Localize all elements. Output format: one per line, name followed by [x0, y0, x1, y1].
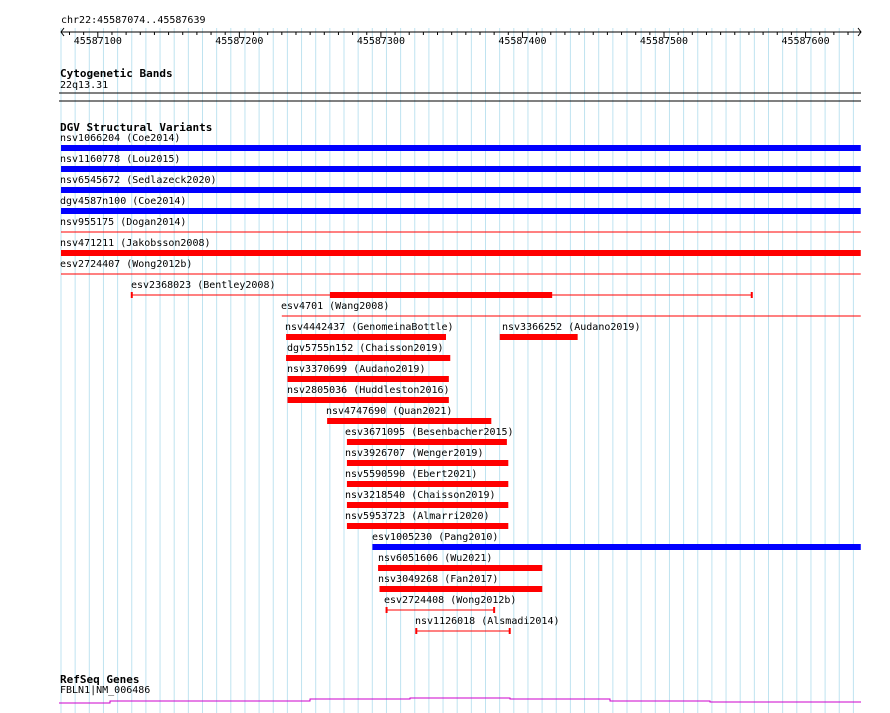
refseq-gene-label: FBLN1|NM_006486	[60, 685, 151, 696]
ruler-location: chr22:45587074..45587639	[61, 15, 206, 26]
dgv-feature-label[interactable]: nsv1066204 (Coe2014)	[60, 133, 181, 144]
ruler-tick-label: 45587500	[639, 36, 689, 47]
dgv-feature-label[interactable]: nsv5953723 (Almarri2020)	[345, 511, 490, 522]
refseq-track-title: RefSeq Genes	[60, 673, 140, 686]
dgv-feature-label[interactable]: nsv4747690 (Quan2021)	[326, 406, 453, 417]
dgv-feature-label[interactable]: dgv4587n100 (Coe2014)	[60, 196, 187, 207]
dgv-feature-label[interactable]: nsv4442437 (GenomeinaBottle)	[285, 322, 454, 333]
dgv-feature-label[interactable]: esv2368023 (Bentley2008)	[131, 280, 276, 291]
ruler-tick-label: 45587200	[215, 36, 264, 47]
dgv-track-title: DGV Structural Variants	[60, 121, 213, 134]
dgv-feature-label[interactable]: esv2724407 (Wong2012b)	[60, 259, 193, 270]
dgv-feature-label[interactable]: nsv3218540 (Chaisson2019)	[345, 490, 496, 501]
dgv-feature-label[interactable]: esv2724408 (Wong2012b)	[384, 595, 517, 606]
dgv-feature-label[interactable]: nsv471211 (Jakobsson2008)	[60, 238, 211, 249]
dgv-feature-label[interactable]: nsv1160778 (Lou2015)	[60, 154, 181, 165]
dgv-feature-label[interactable]: dgv5755n152 (Chaisson2019)	[287, 343, 444, 354]
dgv-feature-label[interactable]: nsv2805036 (Huddleston2016)	[287, 385, 450, 396]
ruler-tick-label: 45587300	[356, 36, 405, 47]
ruler-tick-label: 45587100	[73, 36, 122, 47]
dgv-feature-label[interactable]: esv1005230 (Pang2010)	[372, 532, 499, 543]
dgv-feature-label[interactable]: nsv955175 (Dogan2014)	[60, 217, 187, 228]
dgv-feature-label[interactable]: nsv3049268 (Fan2017)	[378, 574, 499, 585]
dgv-feature-label[interactable]: nsv3370699 (Audano2019)	[287, 364, 426, 375]
cytoband-track-title: Cytogenetic Bands	[60, 67, 173, 80]
dgv-feature-label[interactable]: nsv6545672 (Sedlazeck2020)	[60, 175, 217, 186]
dgv-feature-label[interactable]: nsv3926707 (Wenger2019)	[345, 448, 484, 459]
dgv-feature-label[interactable]: nsv5590590 (Ebert2021)	[345, 469, 478, 480]
dgv-feature-label[interactable]: nsv6051606 (Wu2021)	[378, 553, 493, 564]
dgv-feature-label[interactable]: nsv1126018 (Alsmadi2014)	[415, 616, 560, 627]
dgv-feature-label[interactable]: esv4701 (Wang2008)	[281, 301, 390, 312]
ruler-tick-label: 45587400	[498, 36, 547, 47]
refseq-gene-line	[59, 698, 861, 703]
ruler-tick-label: 45587600	[781, 36, 830, 47]
dgv-feature-label[interactable]: esv3671095 (Besenbacher2015)	[345, 427, 514, 438]
cytoband-label: 22q13.31	[60, 80, 109, 91]
dgv-feature-label[interactable]: nsv3366252 (Audano2019)	[502, 322, 641, 333]
